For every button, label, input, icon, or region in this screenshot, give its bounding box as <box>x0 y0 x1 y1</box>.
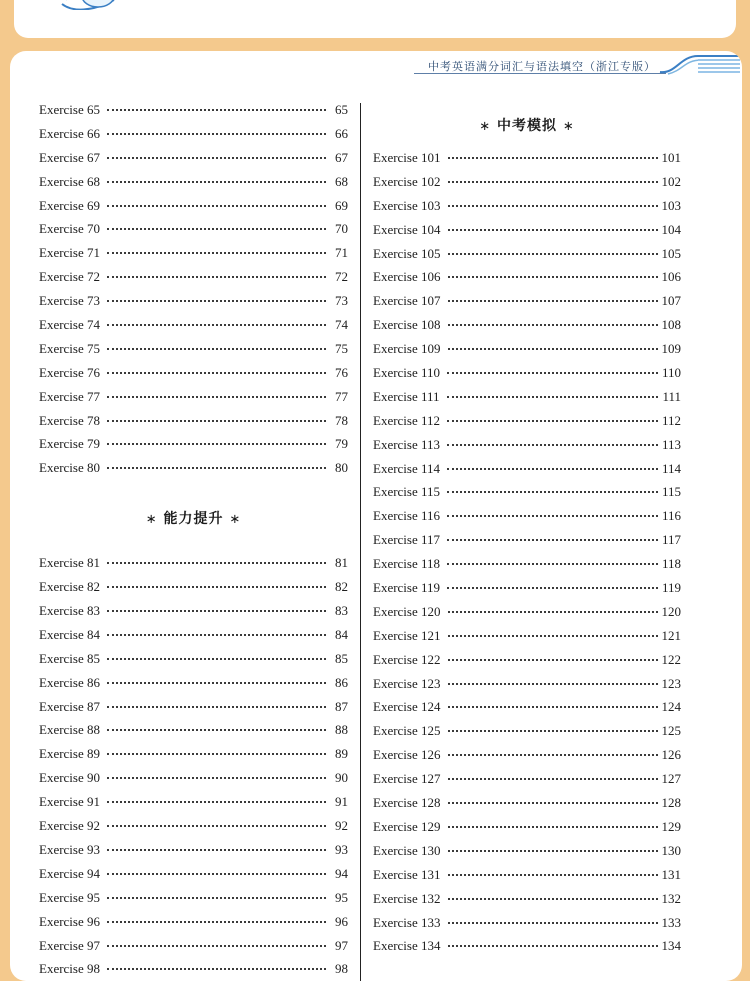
toc-entry-page: 122 <box>661 651 681 667</box>
toc-entry-label: Exercise 88 <box>39 722 101 738</box>
toc-entry-label: Exercise 106 <box>373 269 441 285</box>
toc-entry[interactable] <box>373 747 681 771</box>
toc-entry-label: Exercise 98 <box>39 961 101 977</box>
toc-entry[interactable] <box>39 460 348 484</box>
toc-entry-page: 78 <box>335 412 348 428</box>
dot-leader <box>107 348 326 350</box>
toc-entry-label: Exercise 96 <box>39 913 101 929</box>
toc-entry[interactable] <box>373 437 681 461</box>
dot-leader <box>448 802 658 804</box>
toc-entry-label: Exercise 104 <box>373 221 441 237</box>
toc-entry-page: 113 <box>661 436 681 452</box>
toc-entry-label: Exercise 109 <box>373 341 441 357</box>
toc-entry[interactable] <box>39 746 348 770</box>
toc-entry[interactable] <box>373 771 681 795</box>
toc-entry-label: Exercise 123 <box>373 675 441 691</box>
toc-entry-page: 106 <box>661 269 681 285</box>
toc-entry-page: 85 <box>335 650 348 666</box>
toc-entry-page: 130 <box>661 842 681 858</box>
dot-leader <box>107 945 326 947</box>
dot-leader <box>107 968 326 970</box>
toc-entry-label: Exercise 87 <box>39 698 101 714</box>
column-divider <box>360 103 361 981</box>
dot-leader <box>448 276 658 278</box>
toc-entry-label: Exercise 132 <box>373 890 441 906</box>
toc-entry-label: Exercise 81 <box>39 555 101 571</box>
toc-entry-label: Exercise 120 <box>373 603 441 619</box>
section-heading-text: 中考模拟 <box>497 118 557 134</box>
dot-leader <box>107 372 326 374</box>
section-heading-text: 能力提升 <box>163 511 224 528</box>
dot-leader <box>448 157 658 159</box>
toc-entry[interactable] <box>373 246 681 270</box>
toc-entry[interactable] <box>39 651 348 675</box>
dot-leader <box>107 777 326 779</box>
toc-entry[interactable] <box>39 317 348 341</box>
header-rule <box>414 73 666 74</box>
toc-entry-label: Exercise 127 <box>373 771 441 787</box>
toc-entry-label: Exercise 126 <box>373 747 441 763</box>
toc-entry-page: 92 <box>335 818 348 834</box>
toc-entry-page: 70 <box>335 221 348 237</box>
toc-entry[interactable] <box>373 652 681 676</box>
toc-entry[interactable] <box>373 604 681 628</box>
toc-entry-label: Exercise 111 <box>373 388 440 404</box>
toc-entry-page: 83 <box>335 603 348 619</box>
toc-entry[interactable] <box>373 389 681 413</box>
toc-entry-page: 128 <box>661 795 681 811</box>
toc-entry-label: Exercise 97 <box>39 937 101 953</box>
toc-entry[interactable] <box>39 293 348 317</box>
toc-entry-page: 80 <box>335 460 348 476</box>
dot-leader <box>107 252 326 254</box>
toc-entry-page: 81 <box>335 555 348 571</box>
toc-entry-label: Exercise 86 <box>39 674 101 690</box>
toc-entry-page: 91 <box>335 794 348 810</box>
dot-leader <box>107 682 326 684</box>
dot-leader <box>448 181 658 183</box>
toc-entry-page: 120 <box>661 603 681 619</box>
toc-entry-page: 127 <box>661 771 681 787</box>
dot-leader <box>448 635 658 637</box>
toc-entry-page: 117 <box>661 532 681 548</box>
toc-entry-page: 88 <box>335 722 348 738</box>
toc-entry-page: 107 <box>661 293 681 309</box>
dot-leader <box>107 897 326 899</box>
toc-entry[interactable] <box>39 245 348 269</box>
toc-entry[interactable] <box>39 150 348 174</box>
toc-entry[interactable] <box>373 174 681 198</box>
toc-entry-label: Exercise 77 <box>39 388 101 404</box>
dot-leader <box>448 205 658 207</box>
dot-leader <box>107 228 326 230</box>
toc-entry-label: Exercise 101 <box>373 150 441 165</box>
toc-entry-page: 103 <box>661 197 681 213</box>
toc-entry-label: Exercise 133 <box>373 914 441 930</box>
dot-leader <box>107 706 326 708</box>
toc-entry[interactable] <box>373 580 681 604</box>
toc-entry-page: 72 <box>335 269 348 285</box>
toc-entry[interactable] <box>373 461 681 485</box>
toc-entry[interactable] <box>373 341 681 365</box>
toc-entry-label: Exercise 71 <box>39 245 101 261</box>
toc-entry-page: 98 <box>335 961 348 977</box>
toc-entry[interactable] <box>373 150 681 174</box>
dot-leader <box>107 420 326 422</box>
toc-entry-label: Exercise 107 <box>373 293 441 309</box>
dot-leader <box>107 205 326 207</box>
toc-entry[interactable] <box>39 699 348 723</box>
dot-leader <box>107 753 326 755</box>
toc-entry[interactable] <box>373 867 681 891</box>
toc-entry-label: Exercise 75 <box>39 340 101 356</box>
toc-entry-label: Exercise 134 <box>373 938 441 954</box>
toc-entry-page: 75 <box>335 340 348 356</box>
toc-entry-page: 105 <box>661 245 681 261</box>
dot-leader <box>448 706 658 708</box>
dot-leader <box>447 491 658 493</box>
toc-entry-label: Exercise 117 <box>373 532 441 548</box>
dot-leader <box>107 610 326 612</box>
dot-leader <box>448 778 658 780</box>
toc-entry-page: 77 <box>335 388 348 404</box>
dot-leader <box>448 611 658 613</box>
toc-entry[interactable] <box>39 579 348 603</box>
toc-entry-page: 67 <box>335 149 348 165</box>
dot-leader <box>107 729 326 731</box>
toc-entry-label: Exercise 76 <box>39 364 101 380</box>
toc-entry-label: Exercise 131 <box>373 866 441 882</box>
dot-leader <box>107 300 326 302</box>
dot-leader <box>447 539 658 541</box>
dot-leader <box>107 849 326 851</box>
dot-leader <box>447 468 658 470</box>
toc-entry-page: 116 <box>661 508 681 524</box>
toc-entry-label: Exercise 80 <box>39 460 101 476</box>
dot-leader <box>447 515 658 517</box>
toc-entry-label: Exercise 85 <box>39 650 101 666</box>
toc-entry-page: 121 <box>661 627 681 643</box>
dot-leader <box>107 634 326 636</box>
dot-leader <box>447 396 659 398</box>
toc-entry-page: 129 <box>661 818 681 834</box>
dot-leader <box>107 658 326 660</box>
dot-leader <box>447 372 658 374</box>
toc-entry[interactable] <box>39 770 348 794</box>
dot-leader <box>107 276 326 278</box>
toc-entry-page: 79 <box>335 436 348 452</box>
dot-leader <box>107 324 326 326</box>
toc-entry-page: 125 <box>661 723 681 739</box>
toc-entry[interactable] <box>39 794 348 818</box>
toc-entry[interactable] <box>373 628 681 652</box>
dot-leader <box>107 396 326 398</box>
dot-leader <box>448 324 658 326</box>
toc-entry-label: Exercise 113 <box>373 436 441 452</box>
toc-entry[interactable] <box>39 269 348 293</box>
toc-entry[interactable] <box>373 222 681 246</box>
toc-entry-page: 71 <box>335 245 348 261</box>
toc-entry-label: Exercise 65 <box>39 102 101 117</box>
star-icon: ∗ <box>562 119 575 134</box>
toc-entry-page: 104 <box>661 221 681 237</box>
right-column <box>373 108 681 962</box>
toc-entry-label: Exercise 114 <box>373 460 441 476</box>
toc-entry-page: 109 <box>661 341 681 357</box>
toc-entry-label: Exercise 74 <box>39 317 101 333</box>
toc-entry[interactable] <box>39 174 348 198</box>
toc-entry-label: Exercise 73 <box>39 293 101 309</box>
toc-entry-label: Exercise 125 <box>373 723 441 739</box>
previous-page-footer <box>14 0 736 38</box>
dot-leader <box>448 922 658 924</box>
toc-entry-page: 134 <box>661 938 681 954</box>
toc-entry-page: 86 <box>335 674 348 690</box>
toc-entry-page: 82 <box>335 579 348 595</box>
toc-entry-page: 126 <box>661 747 681 763</box>
toc-entry[interactable] <box>39 675 348 699</box>
toc-entry[interactable] <box>373 723 681 747</box>
dot-leader <box>107 921 326 923</box>
left-column <box>39 102 348 981</box>
toc-entry[interactable] <box>39 842 348 866</box>
toc-entry-label: Exercise 115 <box>373 484 441 500</box>
wave-logo-icon <box>58 0 120 10</box>
toc-entry[interactable] <box>39 365 348 389</box>
toc-entry[interactable] <box>373 532 681 556</box>
toc-entry[interactable] <box>373 819 681 843</box>
toc-entry-page: 96 <box>335 913 348 929</box>
toc-entry-page: 101 <box>661 150 681 165</box>
toc-entry[interactable] <box>39 938 348 962</box>
dot-leader <box>448 850 658 852</box>
toc-entry[interactable] <box>39 961 348 981</box>
toc-entry-page: 124 <box>661 699 681 715</box>
toc-entry-page: 95 <box>335 889 348 905</box>
toc-entry-label: Exercise 105 <box>373 245 441 261</box>
toc-entry[interactable] <box>373 365 681 389</box>
dot-leader <box>107 133 326 135</box>
toc-entry-label: Exercise 124 <box>373 699 441 715</box>
dot-leader <box>448 253 658 255</box>
toc-entry-label: Exercise 110 <box>373 365 441 381</box>
toc-entry-page: 123 <box>661 675 681 691</box>
toc-entry-label: Exercise 122 <box>373 651 441 667</box>
toc-entry-page: 133 <box>661 914 681 930</box>
toc-entry-page: 68 <box>335 173 348 189</box>
toc-entry-label: Exercise 108 <box>373 317 441 333</box>
dot-leader <box>107 443 326 445</box>
toc-entry-label: Exercise 116 <box>373 508 441 524</box>
section-heading-ability <box>39 484 348 555</box>
swoosh-ornament-icon <box>658 52 742 78</box>
toc-entry[interactable] <box>39 413 348 437</box>
toc-entry-page: 84 <box>335 626 348 642</box>
running-header: 中考英语满分词汇与语法填空（浙江专版） <box>428 60 656 73</box>
toc-entry[interactable] <box>373 938 681 962</box>
toc-entry-label: Exercise 121 <box>373 627 441 643</box>
dot-leader <box>447 444 658 446</box>
dot-leader <box>107 825 326 827</box>
toc-entry-label: Exercise 67 <box>39 149 101 165</box>
toc-entry-label: Exercise 93 <box>39 841 101 857</box>
dot-leader <box>448 659 658 661</box>
toc-entry-label: Exercise 130 <box>373 842 441 858</box>
toc-entry-page: 118 <box>661 556 681 572</box>
toc-entry-label: Exercise 119 <box>373 580 441 596</box>
toc-entry[interactable] <box>373 556 681 580</box>
toc-entry-page: 102 <box>661 173 681 189</box>
toc-entry-page: 97 <box>335 937 348 953</box>
toc-entry-page: 110 <box>661 365 681 381</box>
toc-entry-label: Exercise 84 <box>39 626 101 642</box>
star-icon: ∗ <box>229 512 242 528</box>
toc-entry-page: 131 <box>661 866 681 882</box>
toc-entry-label: Exercise 78 <box>39 412 101 428</box>
dot-leader <box>447 587 658 589</box>
toc-entry-page: 66 <box>335 125 348 141</box>
dot-leader <box>448 348 658 350</box>
toc-entry-page: 94 <box>335 865 348 881</box>
toc-entry-label: Exercise 92 <box>39 818 101 834</box>
toc-entry-label: Exercise 83 <box>39 603 101 619</box>
dot-leader <box>447 563 658 565</box>
toc-entry-page: 76 <box>335 364 348 380</box>
toc-entry-label: Exercise 66 <box>39 125 101 141</box>
toc-entry-label: Exercise 94 <box>39 865 101 881</box>
dot-leader <box>107 109 326 111</box>
toc-entry-label: Exercise 103 <box>373 197 441 213</box>
dot-leader <box>448 754 658 756</box>
toc-entry-label: Exercise 112 <box>373 412 441 428</box>
toc-entry-label: Exercise 68 <box>39 173 101 189</box>
dot-leader <box>107 467 326 469</box>
table-of-contents-page <box>10 51 742 981</box>
toc-entry[interactable] <box>373 484 681 508</box>
toc-entry[interactable] <box>373 293 681 317</box>
toc-entry-label: Exercise 91 <box>39 794 101 810</box>
dot-leader <box>107 586 326 588</box>
toc-entry[interactable] <box>373 915 681 939</box>
toc-entry[interactable] <box>39 818 348 842</box>
dot-leader <box>107 873 326 875</box>
toc-entry[interactable] <box>373 795 681 819</box>
toc-entry-page: 111 <box>662 388 681 404</box>
dot-leader <box>448 730 658 732</box>
dot-leader <box>448 945 658 947</box>
toc-entry-page: 90 <box>335 770 348 786</box>
toc-entry[interactable] <box>39 627 348 651</box>
toc-entry-label: Exercise 69 <box>39 197 101 213</box>
toc-entry-page: 115 <box>661 484 681 500</box>
toc-entry-label: Exercise 129 <box>373 818 441 834</box>
toc-entry-label: Exercise 95 <box>39 889 101 905</box>
toc-entry[interactable] <box>373 843 681 867</box>
dot-leader <box>448 898 658 900</box>
toc-entry-page: 108 <box>661 317 681 333</box>
dot-leader <box>107 801 326 803</box>
toc-entry-page: 112 <box>661 412 681 428</box>
toc-entry-page: 89 <box>335 746 348 762</box>
toc-entry[interactable] <box>373 317 681 341</box>
dot-leader <box>448 826 658 828</box>
dot-leader <box>107 562 326 564</box>
dot-leader <box>107 181 326 183</box>
toc-entry-label: Exercise 118 <box>373 556 441 572</box>
toc-entry-page: 74 <box>335 317 348 333</box>
toc-entry[interactable] <box>373 699 681 723</box>
toc-entry-page: 132 <box>661 890 681 906</box>
toc-entry[interactable] <box>39 221 348 245</box>
toc-entry-label: Exercise 128 <box>373 795 441 811</box>
toc-entry-page: 114 <box>661 460 681 476</box>
toc-entry-page: 69 <box>335 197 348 213</box>
star-icon: ∗ <box>479 119 492 134</box>
toc-entry-page: 87 <box>335 698 348 714</box>
toc-entry[interactable] <box>39 341 348 365</box>
toc-entry[interactable] <box>373 198 681 222</box>
toc-entry[interactable] <box>39 603 348 627</box>
star-icon: ∗ <box>145 512 158 528</box>
dot-leader <box>448 683 658 685</box>
toc-entry-label: Exercise 82 <box>39 579 101 595</box>
toc-entry[interactable] <box>39 866 348 890</box>
toc-entry-page: 119 <box>661 580 681 596</box>
toc-entry[interactable] <box>373 891 681 915</box>
toc-entry[interactable] <box>39 126 348 150</box>
toc-entry[interactable] <box>39 198 348 222</box>
toc-entry-label: Exercise 89 <box>39 746 101 762</box>
toc-entry[interactable] <box>39 555 348 579</box>
toc-entry[interactable] <box>373 676 681 700</box>
toc-entry-label: Exercise 79 <box>39 436 101 452</box>
toc-entry[interactable] <box>39 389 348 413</box>
dot-leader <box>448 874 658 876</box>
toc-entry[interactable] <box>39 436 348 460</box>
toc-entry-label: Exercise 72 <box>39 269 101 285</box>
toc-entry[interactable] <box>373 269 681 293</box>
toc-entry[interactable] <box>39 722 348 746</box>
toc-entry-page: 65 <box>335 102 348 117</box>
toc-entry-label: Exercise 102 <box>373 173 441 189</box>
dot-leader <box>448 229 658 231</box>
toc-entry[interactable] <box>39 914 348 938</box>
toc-entry-label: Exercise 70 <box>39 221 101 237</box>
dot-leader <box>448 300 658 302</box>
dot-leader <box>447 420 658 422</box>
toc-entry-page: 73 <box>335 293 348 309</box>
toc-entry[interactable] <box>373 413 681 437</box>
toc-entry[interactable] <box>39 102 348 126</box>
dot-leader <box>107 157 326 159</box>
toc-entry-page: 93 <box>335 841 348 857</box>
toc-entry[interactable] <box>39 890 348 914</box>
section-heading-mock-exam <box>373 108 681 150</box>
toc-entry-label: Exercise 90 <box>39 770 101 786</box>
toc-entry[interactable] <box>373 508 681 532</box>
